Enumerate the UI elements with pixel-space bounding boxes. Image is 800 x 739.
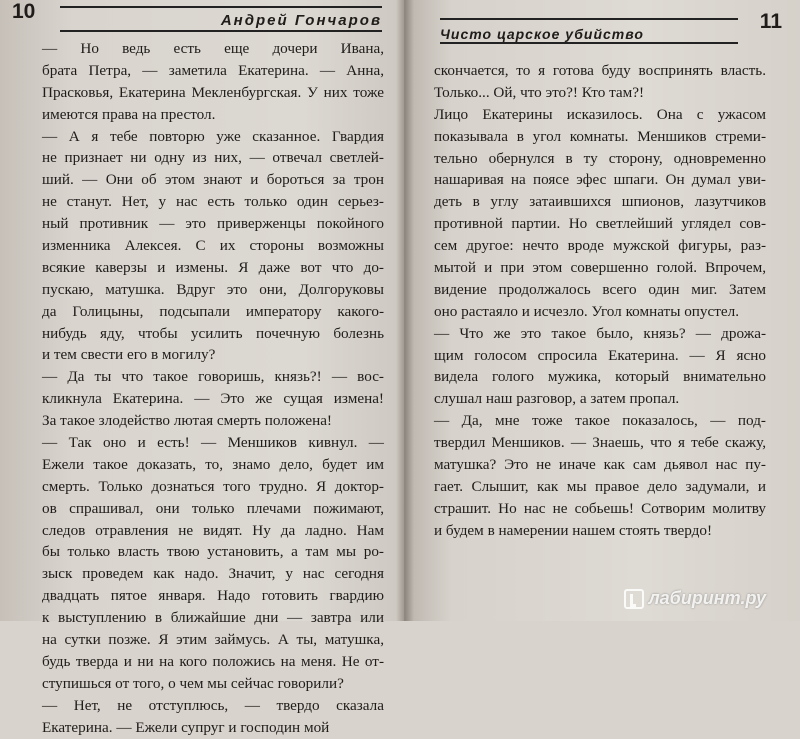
text-line: будь тверда и ни на кого положись на меня. Не от- [42,652,384,670]
text-line: слушал наш разговор, а затем пропал. [434,390,680,408]
watermark-text: лабиринт.ру [648,588,766,608]
text-line: бы только власть твою установить, а там мы ро- [42,543,384,561]
text-line: ступишься от того, о чем мы сейчас говорили? [42,674,344,692]
text-line: зыск проведем как надо. Значит, у нас сегодня [42,565,384,583]
text-line: — А я тебе повторю уже сказанное. Гвардия [42,127,384,145]
text-line: не станут. Нет, у нас есть только один серьез- [42,193,384,211]
text-line: Лицо Екатерины исказилось. Она с ужасом [434,105,766,123]
text-line: не признает ни одну из них, — отвечал светлей- [42,149,384,167]
labirint-logo-icon [624,589,644,609]
text-line: Ежели такое доказать, то, знамо дело, будет им [42,455,384,473]
text-line: — Да, мне тоже такое показалось, — под- [434,412,766,430]
text-line: и тем свести его в могилу? [42,346,216,364]
text-line: гает. Слышит, как мы правое дело задумали, и [434,477,766,495]
book-gutter [396,0,414,621]
text-line: Только... Ой, что это?! Кто там?! [434,83,645,101]
text-line: — Так оно и есть! — Меншиков кивнул. — [42,434,384,452]
text-line: — Нет, не отступлюсь, — твердо сказала [42,696,384,714]
header-rule-bottom [440,42,738,44]
text-line: следов отравления не видят. Ну да ладно. Нам [42,521,384,539]
text-line: противной партии. Но светлейший углядел сов- [434,215,766,233]
text-line: Екатерина. — Ежели супруг и господин мой [42,718,330,736]
left-page-number: 10 [12,0,36,23]
text-line: скончается, то я готова буду воспринять власть. [434,62,766,79]
text-line: нашаривая на поясе эфес шпаги. Он думал уви- [434,171,766,189]
right-page [404,0,800,621]
text-line: изменника Алексея. С их стороны возможны [42,237,384,255]
text-line: За такое злодейство лютая смерть положена! [42,412,332,430]
text-line: матушка? Это не иначе как сам дьявол нас пу- [434,456,766,474]
right-page-body [434,60,766,542]
text-line: тельно обернулся в ту сторону, одновременно [434,149,766,167]
text-line: мытой и при этом совершенно голой. Впрочем, [434,259,766,277]
text-line: видела голого мужика, который внимательно [434,368,766,386]
left-page-body [42,38,384,739]
text-line: сем другое: нечто вроде мужской фигуры, раз- [434,237,766,255]
text-line: кликнула Екатерина. — Это же сущая измена! [42,390,384,408]
text-line: видение продолжалось всего один миг. Затем [434,280,766,298]
text-line: всякие каверзы и измены. Я даже вот что до- [42,258,384,276]
text-line: ов спрашивал, они только плечами пожимают, [42,499,384,517]
left-running-title: Андрей Гончаров [220,12,382,29]
right-page-number: 11 [759,10,782,33]
text-line: — Да ты что такое говоришь, князь?! — вос- [42,368,384,386]
header-rule-bottom [60,30,382,32]
text-line: — Что же это такое было, князь? — дрожа- [434,324,766,342]
text-line: брата Петра, — заметила Екатерина. — Анна, [42,61,384,79]
text-line: ший. — Они об этом знают и бороться за трон [42,171,384,189]
text-line: Прасковья, Екатерина Мекленбургская. У них тоже [42,83,384,101]
header-rule-top [440,18,738,20]
text-line: двадцать пятое января. Надо готовить гвардию [42,587,384,605]
text-line: пускаю, матушка. Вдруг это они, Долгоруковы [42,280,384,298]
text-line: да Голицыны, подсыпали императору какого- [42,302,384,320]
text-line: оно растаяло и исчезло. Угол комнаты опустел. [434,302,740,320]
text-line: твердил Меншиков. — Знаешь, что я тебе скажу, [434,434,766,452]
text-line: имеются права на престол. [42,105,216,123]
text-line: на сутки позже. Я этим займусь. А ты, матушка, [42,631,384,649]
text-line: щим голосом спросила Екатерина. — Я ясно [434,346,766,364]
text-line: нибудь яду, чтобы усилить почечную болезнь [42,324,384,342]
header-rule-top [60,6,382,8]
left-page-header [12,0,386,40]
text-line: и будем в намерении нашем стоять твердо! [434,521,713,539]
text-line: деть в углу затаившихся шпионов, лазутчиков [434,193,766,211]
text-line: к выступлению в ближайшие дни — завтра или [42,609,384,627]
text-line: ный противник — это приверженцы покойного [42,215,384,233]
text-line: смерть. Только дознаться того трудно. Я доктор- [42,477,384,495]
text-line: страшит. Но нас не собьешь! Сотворим молитву [434,499,766,517]
text-line: — Но ведь есть еще дочери Ивана, [42,40,384,57]
right-running-title: Чисто царское убийство [440,26,644,42]
text-line: показывала в угол комнаты. Меншиков стреми- [434,127,766,145]
right-page-header [422,0,782,42]
watermark [624,588,766,609]
